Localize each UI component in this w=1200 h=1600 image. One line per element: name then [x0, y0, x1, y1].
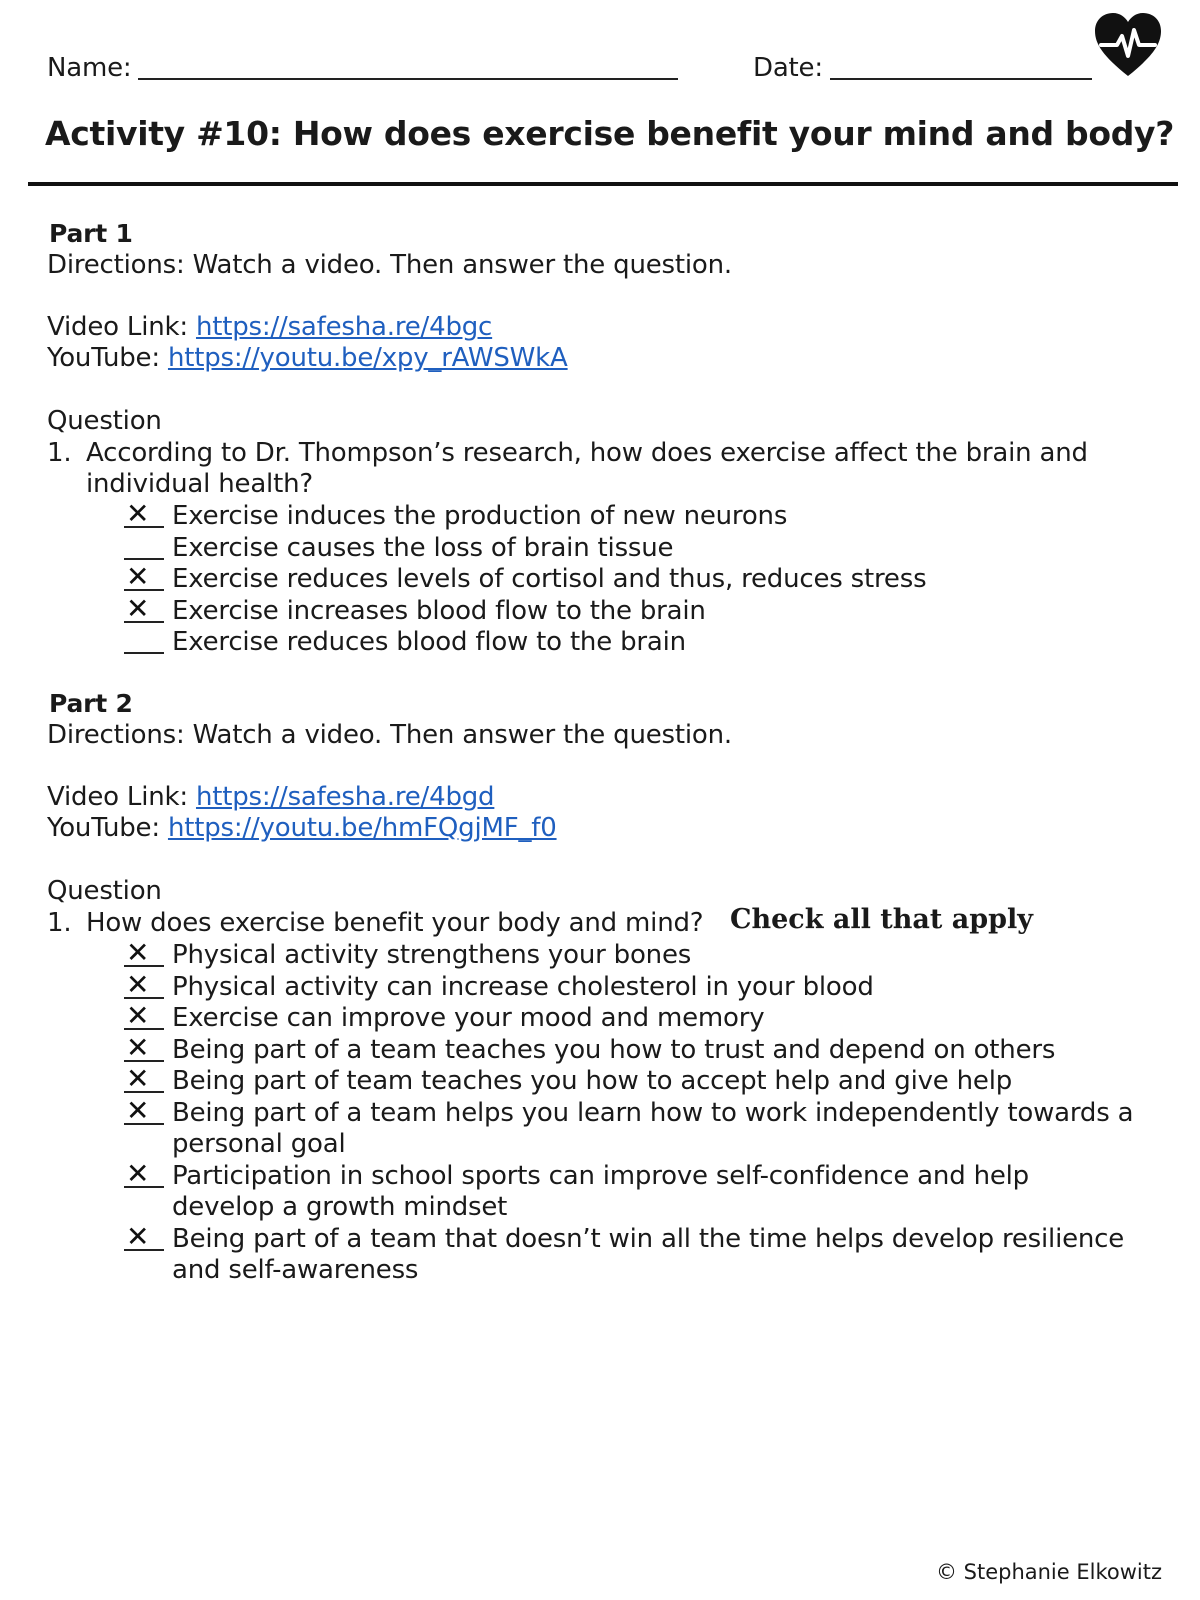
name-label: Name:	[47, 53, 132, 83]
part2-video-label: Video Link:	[47, 782, 196, 812]
answer-blank[interactable]	[124, 652, 164, 654]
option-text: Being part of a team that doesn’t win all the time helps develop resilience	[172, 1223, 1125, 1254]
check-mark-icon: ✕	[126, 1219, 150, 1253]
part2-heading: Part 2	[49, 689, 133, 718]
part1-directions	[47, 249, 732, 281]
part2-question-heading: Question	[47, 876, 162, 906]
check-mark-icon: ✕	[126, 591, 150, 625]
part2-question-text: How does exercise benefit your body and mind?	[86, 908, 704, 938]
part1-video-row	[47, 311, 492, 343]
check-mark-icon: ✕	[126, 1062, 150, 1095]
part1-options	[124, 497, 1124, 670]
part1-question-line1: According to Dr. Thompson’s research, how does exercise affect the brain and	[86, 438, 1088, 468]
part1-question-number: 1.	[47, 438, 72, 468]
part1-video-label: Video Link:	[47, 312, 196, 342]
part1-youtube-link[interactable]: https://youtu.be/xpy_rAWSWkA	[167, 343, 568, 373]
option-text: Exercise reduces levels of cortisol and thus, reduces stress	[172, 564, 927, 594]
check-mark-icon: ✕	[126, 1156, 150, 1190]
check-mark-icon: ✕	[126, 1093, 150, 1127]
option-text-continued: personal goal	[172, 1128, 346, 1159]
part1-directions-text: : Watch a video. Then answer the question.	[176, 250, 732, 280]
handwritten-note: Check all that apply	[730, 904, 1033, 935]
date-field[interactable]	[830, 78, 1092, 80]
part1-heading: Part 1	[49, 219, 133, 248]
check-mark-icon: ✕	[126, 967, 150, 1001]
option-text: Physical activity strengthens your bones	[172, 940, 692, 970]
part2-video-link[interactable]: https://safesha.re/4bgd	[195, 782, 495, 812]
copyright: © Stephanie Elkowitz	[935, 1560, 1162, 1584]
part1-video-link[interactable]: https://safesha.re/4bgc	[195, 312, 493, 342]
option-text: Exercise increases blood flow to the brain	[172, 595, 706, 626]
option-text: Exercise induces the production of new neurons	[172, 501, 788, 531]
option-text: Being part of team teaches you how to accept help and give help	[172, 1066, 1013, 1096]
option-text: Participation in school sports can improve self-confidence and help	[172, 1160, 1029, 1191]
option-text-continued: develop a growth mindset	[172, 1191, 508, 1222]
part1-youtube-label: YouTube:	[47, 343, 168, 373]
part1-directions-label: Directions	[47, 250, 177, 280]
option-text: Being part of a team helps you learn how to work independently towards a	[172, 1097, 1134, 1128]
part2-youtube-link[interactable]: https://youtu.be/hmFQgjMF_f0	[167, 813, 557, 843]
check-mark-icon: ✕	[126, 999, 150, 1032]
part1-question-heading: Question	[47, 406, 162, 436]
date-label: Date:	[753, 53, 823, 83]
check-mark-icon: ✕	[126, 560, 150, 593]
part1-youtube-row	[47, 342, 568, 374]
heart-pulse-icon	[1093, 12, 1163, 78]
part2-youtube-row	[47, 812, 557, 844]
check-mark-icon: ✕	[126, 936, 150, 969]
option-text: Exercise can improve your mood and memory	[172, 1003, 765, 1033]
part2-directions-text: : Watch a video. Then answer the question.	[176, 720, 732, 750]
name-field[interactable]	[138, 78, 678, 80]
part2-directions-label: Directions	[47, 720, 177, 750]
part2-question-number: 1.	[47, 908, 72, 938]
part2-video-row	[47, 781, 494, 813]
part1-question-line2: individual health?	[86, 469, 313, 499]
page-title: Activity #10: How does exercise benefit your mind and body?	[45, 114, 1175, 153]
option-text: Being part of a team teaches you how to trust and depend on others	[172, 1034, 1056, 1065]
option-text: Physical activity can increase cholesterol in your blood	[172, 971, 874, 1002]
check-mark-icon: ✕	[126, 1030, 150, 1064]
part2-youtube-label: YouTube:	[47, 813, 168, 843]
option-text: Exercise causes the loss of brain tissue	[172, 532, 674, 563]
title-divider	[28, 182, 1178, 186]
check-mark-icon: ✕	[126, 497, 150, 530]
part2-directions	[47, 719, 732, 751]
part2-options	[124, 936, 1174, 1285]
option-text: Exercise reduces blood flow to the brain	[172, 627, 686, 657]
option-text-continued: and self-awareness	[172, 1254, 419, 1285]
